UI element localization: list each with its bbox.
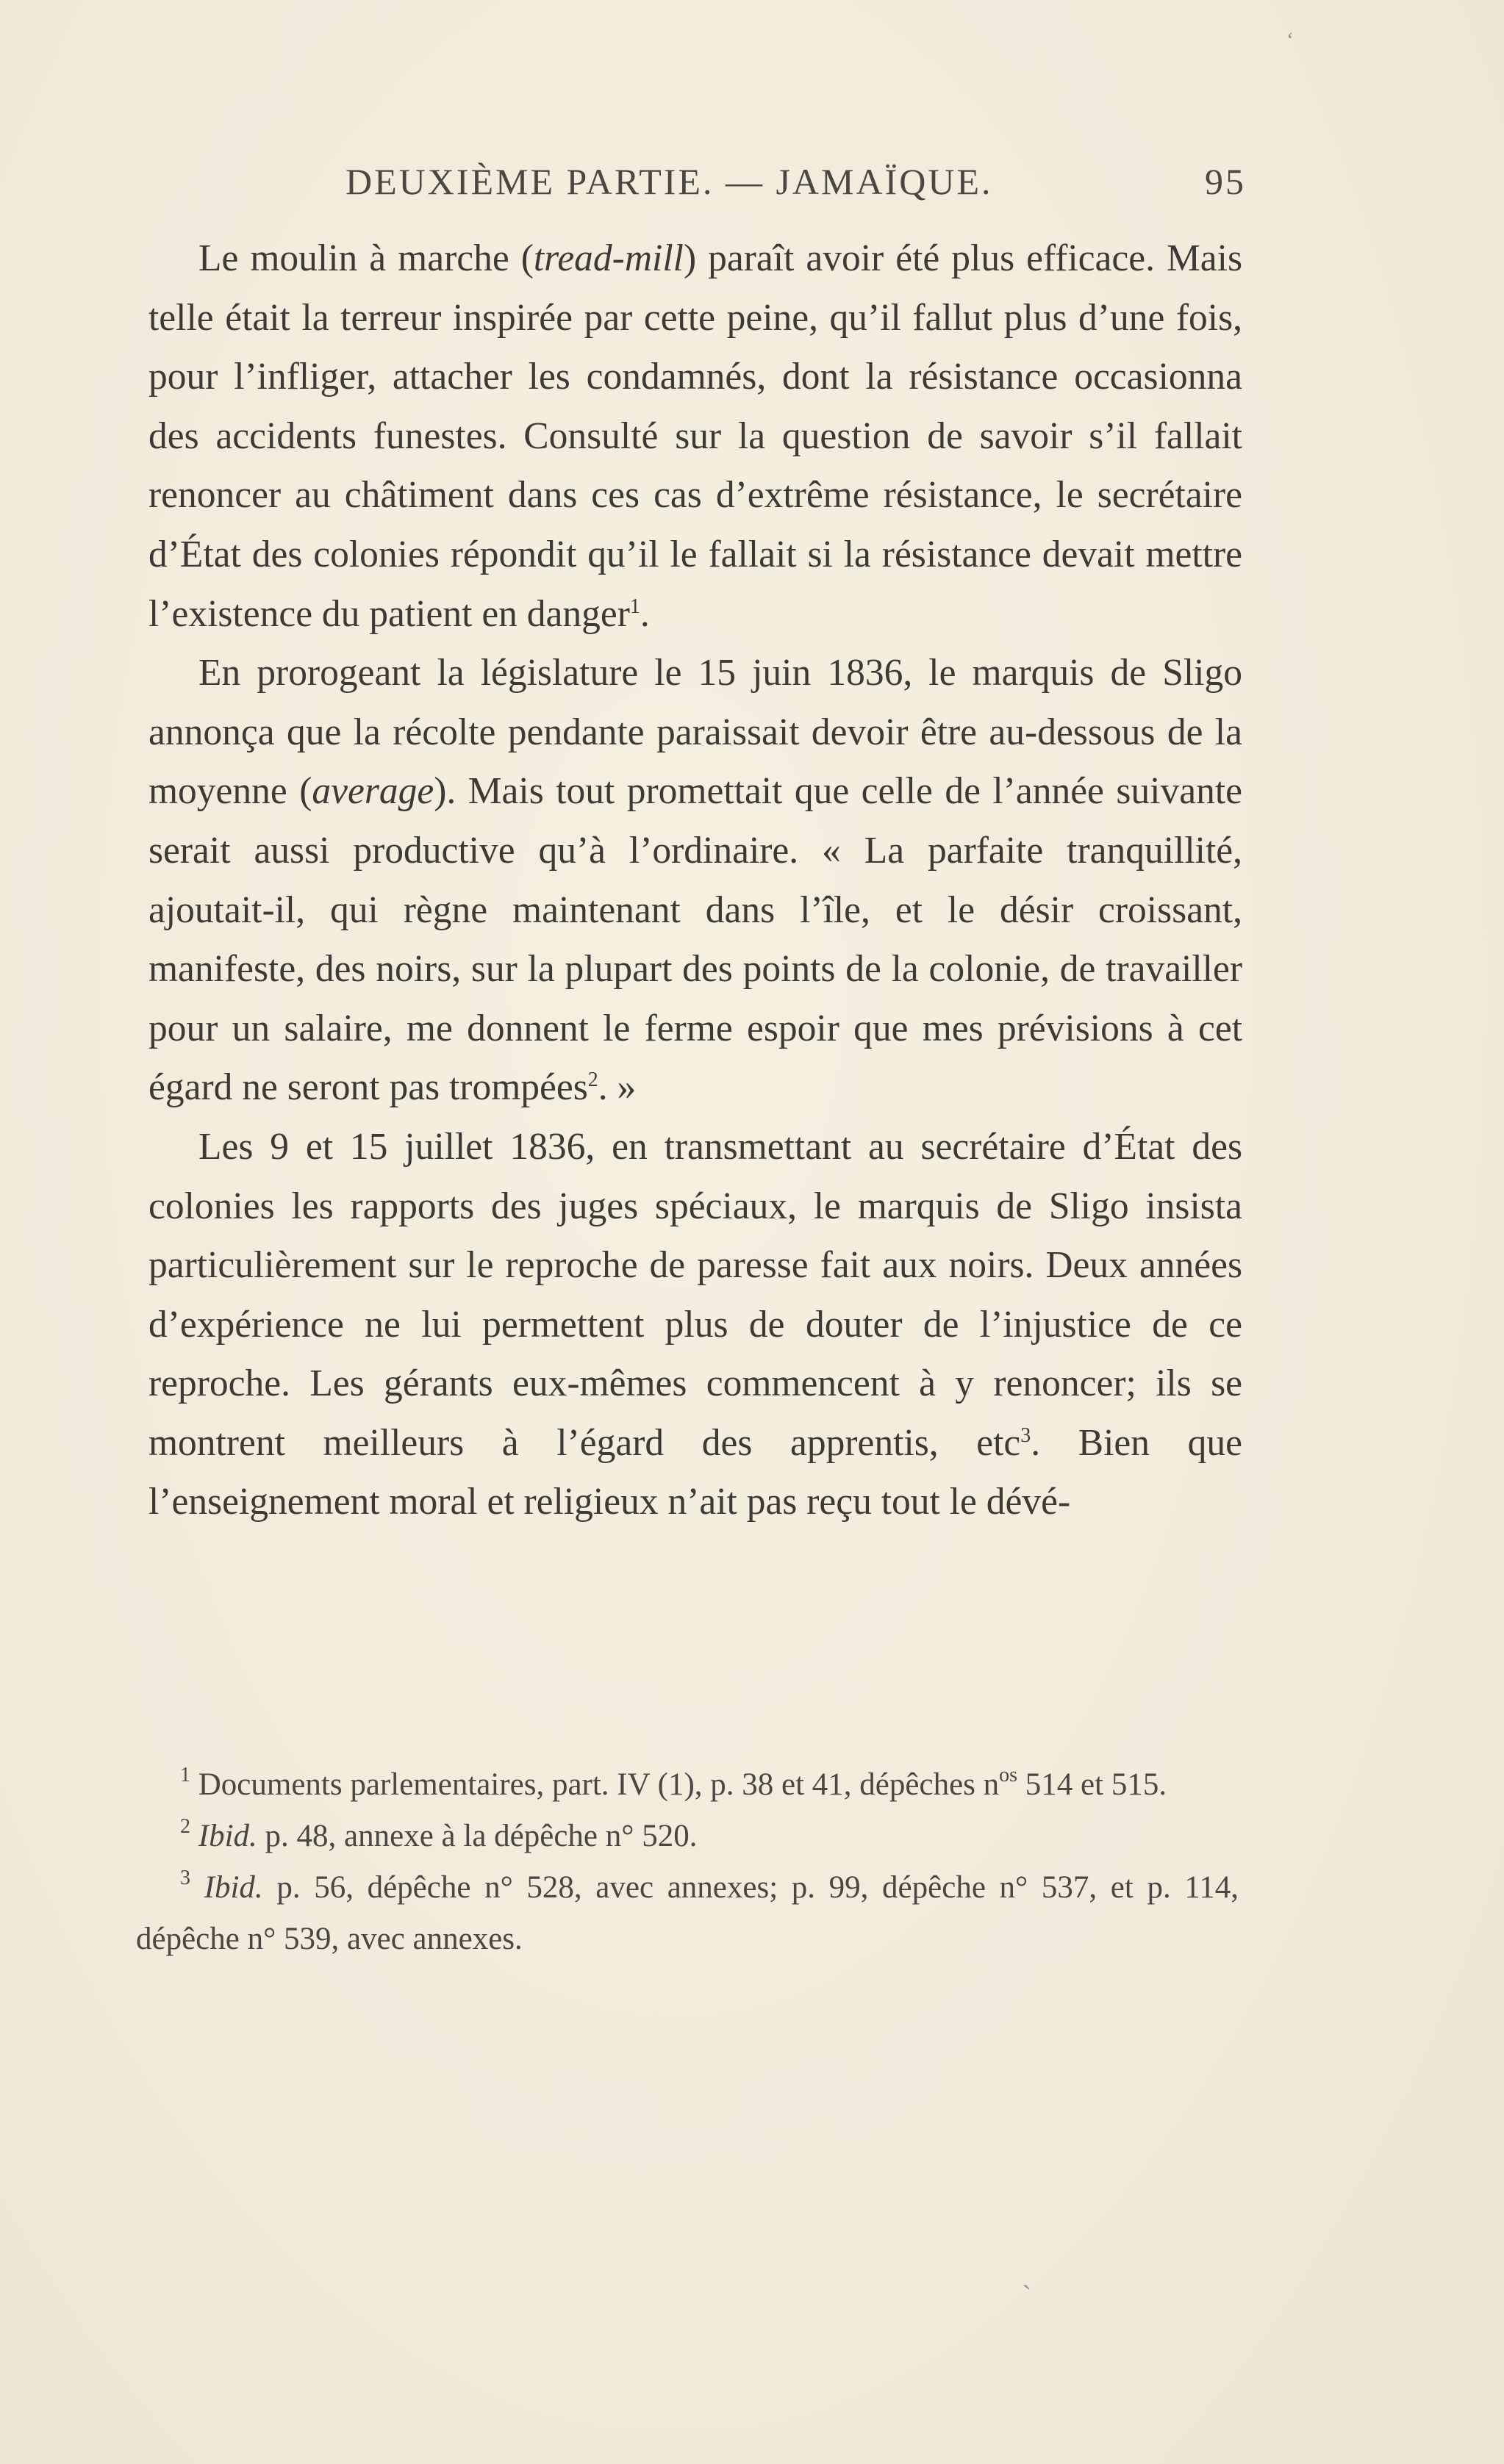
text-run: Le moulin à marche ( — [198, 237, 534, 279]
footnote-reference: os — [999, 1764, 1018, 1786]
specks-mark: ‘ — [1286, 28, 1294, 52]
text-run: . » — [598, 1066, 637, 1109]
page-number: 95 — [1205, 161, 1246, 202]
footnote-number: 1 — [180, 1764, 190, 1786]
text-run: Les 9 et 15 juillet 1836, en transmettant au secrétaire d’État des colonies les rapports des juges spéciaux, le marquis de Sligo insista particulièrement sur le reproche de paresse fait aux noirs. Deux années d’expérience ne lui permettent plus de douter de l’injustice de ce reproche. Les gérants eux-mêmes commencent à y renoncer; ils se montrent meilleurs à l’égard des apprentis, etc — [148, 1125, 1242, 1464]
italic-text: average — [312, 770, 434, 813]
paragraph — [148, 1118, 1242, 1532]
italic-text: tread-mill — [533, 237, 684, 279]
text-run: En prorogeant la législature le 15 juin 1836, le marquis de Sligo annonça que la récolte pendante paraissait devoir être au-dessous de la moyenne ( — [148, 652, 1242, 813]
text-run: . — [640, 592, 650, 635]
footnote — [136, 1811, 1239, 1862]
footnote-reference: 2 — [587, 1068, 598, 1092]
text-run: Documents parlementaires, part. IV (1), p. 38 et 41, dépêches n — [198, 1767, 1000, 1802]
paragraph — [148, 644, 1242, 1118]
paragraph — [148, 229, 1242, 644]
footnotes — [136, 1759, 1239, 1965]
text-run: ). Mais tout promettait que celle de l’année suivante serait aussi productive qu’à l’ordinaire. « La parfaite tranquillité, ajoutait-il, qui règne maintenant dans l’île, et le désir croissant, manifeste, des noirs, sur la plupart des points de la colonie, de travailler pour un salaire, me donnent le ferme espoir que mes prévisions à cet égard ne seront pas trompées — [148, 770, 1242, 1109]
footnote-number: 2 — [180, 1815, 190, 1838]
text-run: ) paraît avoir été plus efficace. Mais telle était la terreur inspirée par cette peine, qu’il fallut plus d’une fois, pour l’infliger, attacher les condamnés, dont la résistance occasionna des accidents funestes. Consulté sur la question de savoir s’il fallait renoncer au châtiment dans ces cas d’extrême résistance, le secrétaire d’État des colonies répondit qu’il le fallait si la résistance devait mettre l’existence du patient en danger — [148, 237, 1242, 635]
running-head — [147, 160, 1246, 212]
footnote-number: 3 — [180, 1867, 190, 1889]
running-head-title: DEUXIÈME PARTIE. — JAMAÏQUE. — [345, 161, 993, 202]
footnote-reference: 3 — [1020, 1423, 1031, 1447]
text-run: 514 et 515. — [1017, 1767, 1167, 1802]
text-run: p. 56, dépêche n° 528, avec annexes; p. 99, dépêche n° 537, et p. 114, dépêche n° 539, avec annexes. — [136, 1870, 1239, 1956]
italic-text: Ibid. — [198, 1819, 257, 1853]
body-text — [148, 229, 1242, 1532]
text-run: p. 48, annexe à la dépêche n° 520. — [257, 1819, 698, 1853]
text-run: . Bien que l’enseignement moral et religieux n’ait pas reçu tout le dévé- — [148, 1421, 1242, 1523]
footnote — [136, 1759, 1239, 1811]
ink-speck-mark: ˏ — [1022, 2257, 1032, 2290]
footnote-reference: 1 — [629, 595, 640, 618]
footnote — [136, 1862, 1239, 1965]
italic-text: Ibid. — [204, 1870, 263, 1905]
